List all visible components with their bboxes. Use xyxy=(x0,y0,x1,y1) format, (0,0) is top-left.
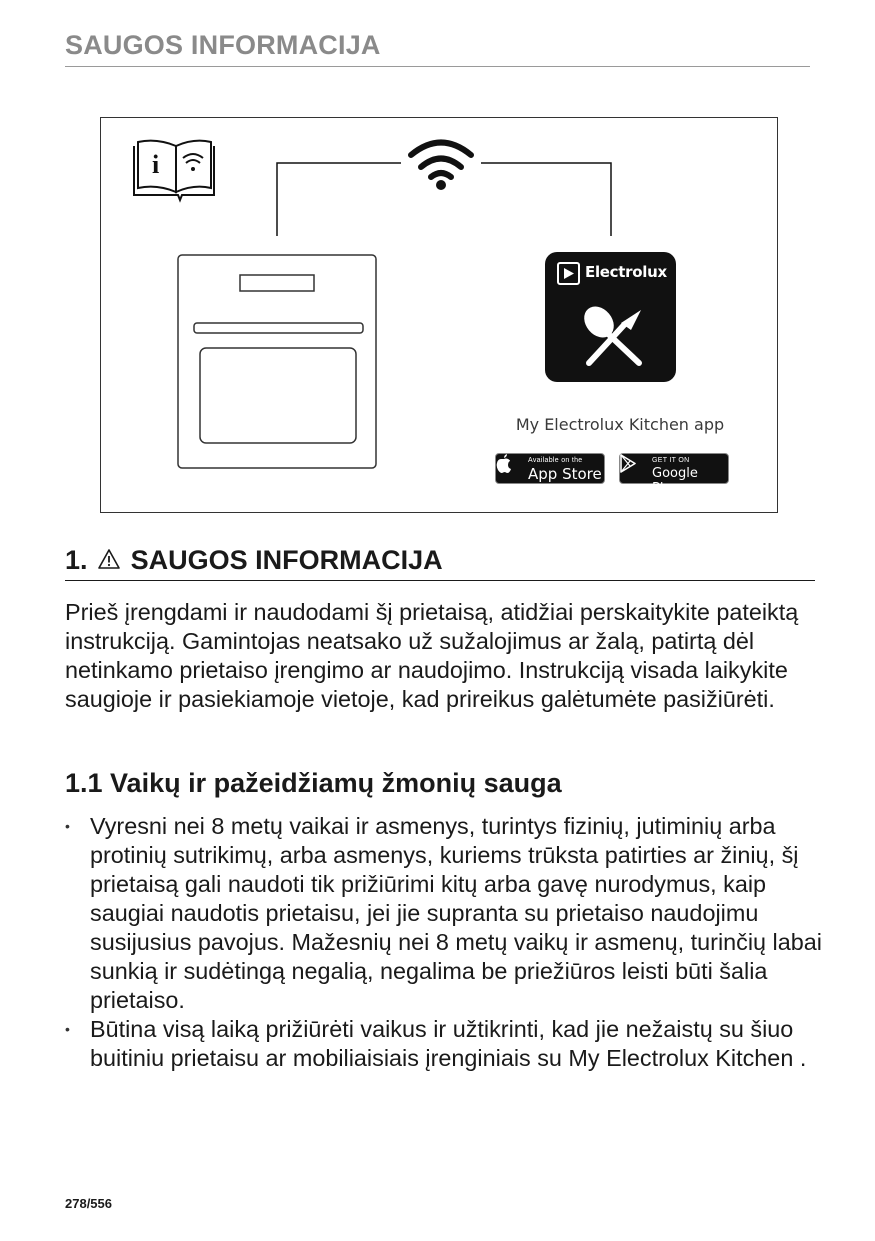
google-play-small: GET IT ON xyxy=(652,457,690,464)
bullet-icon: • xyxy=(65,1021,70,1037)
page-number: 278/556 xyxy=(65,1196,112,1211)
list-item-text: Vyresni nei 8 metų vaikai ir asmenys, turintys fizinių, jutiminių arba protinių sutrikimų, arba asmenys, kuriems trūksta patirties ar žinių, šį prietaisą gali naudoti tik prižiūrimi kitų arba gavę nurodymus, kaip saugiai naudotis prietaisu, jei jie supranta su prietaiso naudojimu susijusius pavojus. Mažesnių nei 8 metų vaikų ir asmenų, turinčių labai sunkią ir sudėtingą negalią, negalima be priežiūros leisti būti šalia prietaiso. xyxy=(90,813,822,1013)
intro-paragraph: Prieš įrengdami ir naudodami šį prietaisą, atidžiai perskaitykite pateiktą instrukciją. Gamintojas neatsako už sužalojimus ar žalą, patirtą dėl netinkamo prietaiso įrengimo ar naudojimo. Instrukciją visada laikykite saugioje ir pasiekiamoje vietoje, kad prireikus galėtumėte pasižiūrėti. xyxy=(65,599,799,712)
oven-illustration xyxy=(178,255,376,468)
list-item xyxy=(65,1015,825,1073)
google-play-icon xyxy=(620,454,636,473)
subsection-title: 1.1 Vaikų ir pažeidžiamų žmonių sauga xyxy=(65,768,562,798)
connectivity-illustration xyxy=(100,117,778,513)
app-store-small: Available on the xyxy=(528,457,583,464)
warning-icon xyxy=(97,548,121,570)
safety-bullet-list xyxy=(65,812,825,1073)
app-label: My Electrolux Kitchen app xyxy=(515,415,725,434)
list-item xyxy=(65,812,825,1015)
section-title xyxy=(65,545,815,581)
app-store-badge[interactable] xyxy=(495,453,605,484)
section-title-text: SAUGOS INFORMACIJA xyxy=(130,545,443,575)
google-play-badge[interactable] xyxy=(619,453,729,496)
brand-name: Electrolux xyxy=(585,263,667,281)
running-header: SAUGOS INFORMACIJA xyxy=(65,30,810,67)
svg-text:i: i xyxy=(152,150,160,179)
wifi-icon xyxy=(411,143,471,191)
apple-icon xyxy=(496,454,512,473)
list-item-text: Būtina visą laiką prižiūrėti vaikus ir užtikrinti, kad jie nežaistų su šiuo buitiniu prietaisu ar mobiliaisiais įrenginiais su My Electrolux Kitchen . xyxy=(90,1016,807,1071)
bullet-icon: • xyxy=(65,818,70,834)
manual-book-icon xyxy=(134,141,214,200)
app-store-large: App Store xyxy=(528,465,602,483)
section-number: 1. xyxy=(65,545,88,575)
google-play-large: Google Play xyxy=(652,466,698,496)
